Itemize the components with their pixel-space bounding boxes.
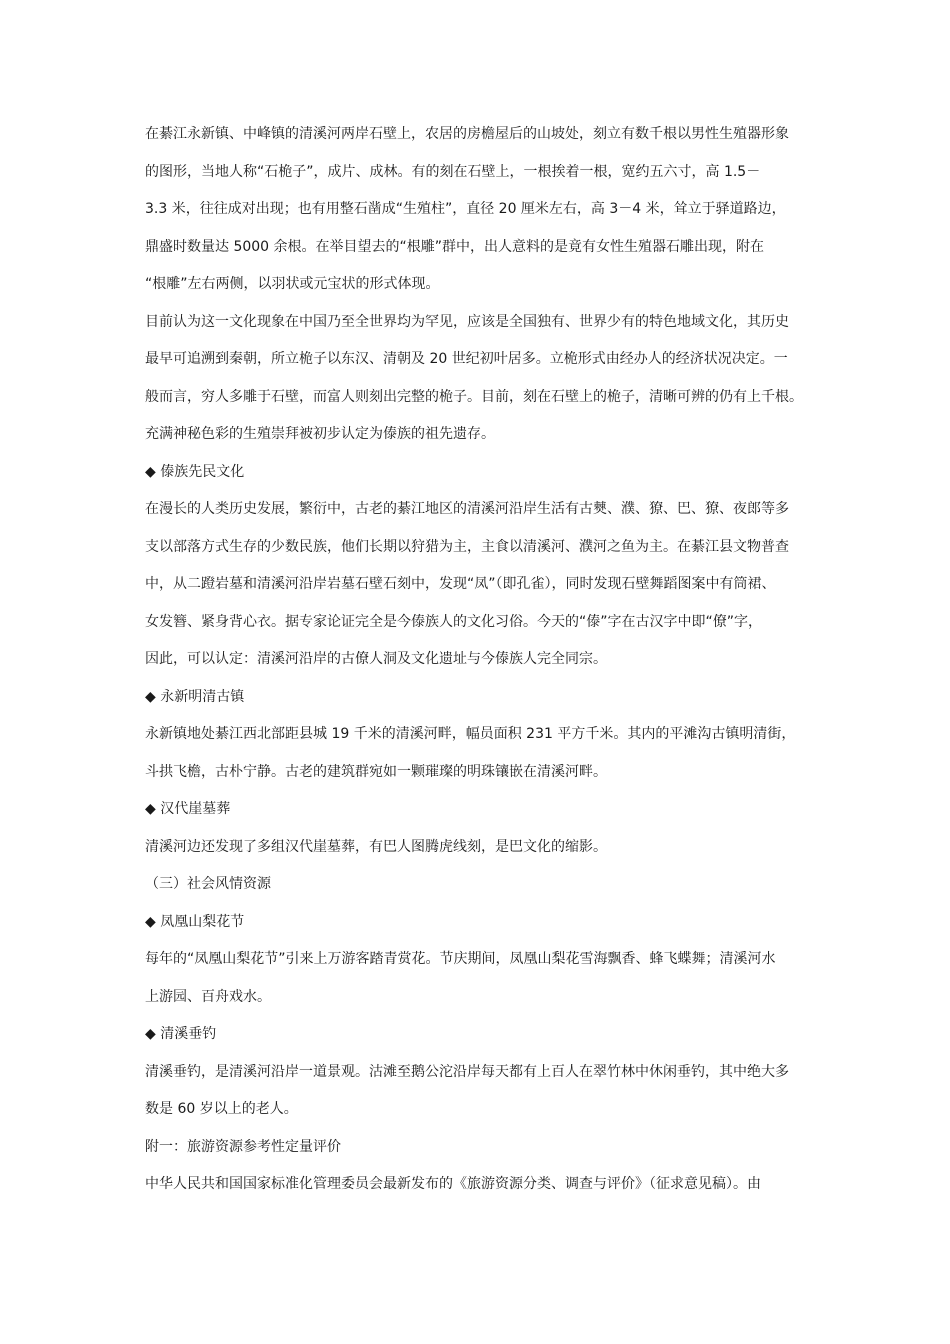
text-line: 上游园、百舟戏水。 xyxy=(145,988,271,1005)
text-line: “根雕”左右两侧，以羽状或元宝状的形式体现。 xyxy=(145,276,440,292)
text-line: 斗拱飞檐，古朴宁静。古老的建筑群宛如一颗璀璨的明珠镶嵌在清溪河畔。 xyxy=(145,763,607,780)
text-line: 在漫长的人类历史发展，繁衍中，古老的綦江地区的清溪河沿岸生活有古僰、濮、獠、巴、獠、夜郎等多 xyxy=(145,501,789,517)
text-line: 3.3 米，往往成对出现；也有用整石凿成“生殖柱”，直径 20 厘米左右，高 3－4 米，耸立于驿道路边， xyxy=(145,201,786,217)
text-line: 最早可追溯到秦朝，所立桅子以东汉、清朝及 20 世纪初叶居多。立桅形式由经办人的经济状况决定。一 xyxy=(145,351,788,367)
text-line: 中，从二蹬岩墓和清溪河沿岸岩墓石壁石刻中，发现“凤”（即孔雀），同时发现石壁舞蹈图案中有筒裙、 xyxy=(145,576,776,592)
section-heading: （三）社会风情资源 xyxy=(145,876,271,892)
text-line: 永新镇地处綦江西北部距县城 19 千米的清溪河畔，幅员面积 231 平方千米。其内的平滩沟古镇明清街， xyxy=(145,726,796,742)
document-body xyxy=(145,124,825,1212)
section-heading: ◆ 清溪垂钓 xyxy=(145,1026,217,1042)
text-line: 清溪河边还发现了多组汉代崖墓葬，有巴人图腾虎线刻，是巴文化的缩影。 xyxy=(145,838,607,855)
text-line: 中华人民共和国国家标准化管理委员会最新发布的《旅游资源分类、调查与评价》（征求意见稿）。由 xyxy=(145,1176,761,1192)
text-line: 因此，可以认定：清溪河沿岸的古僚人洞及文化遗址与今傣族人完全同宗。 xyxy=(145,651,607,667)
text-line: 每年的“凤凰山梨花节”引来上万游客踏青赏花。节庆期间，凤凰山梨花雪海飘香、蜂飞蝶舞；清溪河水 xyxy=(145,951,776,967)
section-heading: ◆ 汉代崖墓葬 xyxy=(145,801,231,817)
section-heading: ◆ 凤凰山梨花节 xyxy=(145,913,245,930)
text-line: 数是 60 岁以上的老人。 xyxy=(145,1101,298,1117)
section-heading: 附一：旅游资源参考性定量评价 xyxy=(145,1138,341,1155)
section-heading: ◆ 永新明清古镇 xyxy=(145,688,245,705)
text-line: 清溪垂钓，是清溪河沿岸一道景观。沽滩至鹅公沱沿岸每天都有上百人在翠竹林中休闲垂钓，其中绝大多 xyxy=(145,1063,789,1080)
text-line: 充满神秘色彩的生殖崇拜被初步认定为傣族的祖先遗存。 xyxy=(145,426,495,442)
text-line: 鼎盛时数量达 5000 余根。在举目望去的“根雕”群中，出人意料的是竟有女性生殖器石雕出现，附在 xyxy=(145,238,765,255)
text-line: 在綦江永新镇、中峰镇的清溪河两岸石壁上，农居的房檐屋后的山坡处，刻立有数千根以男性生殖器形象 xyxy=(145,126,789,142)
section-heading: ◆ 傣族先民文化 xyxy=(145,463,245,480)
text-line: 目前认为这一文化现象在中国乃至全世界均为罕见，应该是全国独有、世界少有的特色地域文化，其历史 xyxy=(145,313,789,330)
text-line: 女发簪、紧身背心衣。据专家论证完全是今傣族人的文化习俗。今天的“傣”字在古汉字中即“僚”字， xyxy=(145,613,763,630)
text-line: 支以部落方式生存的少数民族，他们长期以狩猎为主，主食以清溪河、濮河之鱼为主。在綦江县文物普查 xyxy=(145,538,789,555)
text-line: 般而言，穷人多雕于石壁，而富人则刻出完整的桅子。目前，刻在石壁上的桅子，清晰可辨的仍有上千根。 xyxy=(145,388,803,405)
text-line: 的图形，当地人称“石桅子”，成片、成林。有的刻在石壁上，一根挨着一根，宽约五六寸，高 1.5－ xyxy=(145,163,761,180)
